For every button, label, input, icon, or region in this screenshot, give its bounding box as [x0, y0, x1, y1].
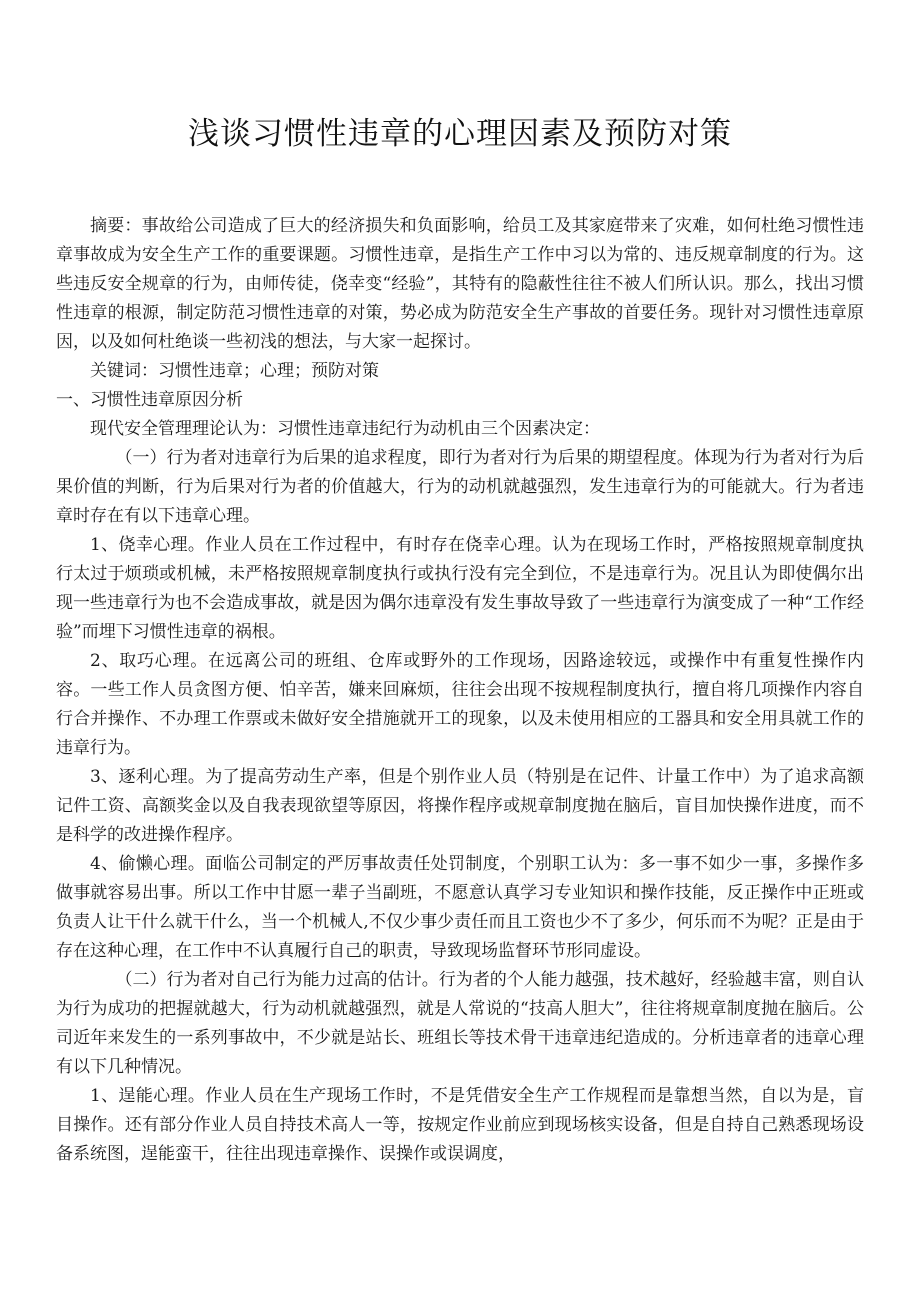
- section-heading: 一、习惯性违章原因分析: [56, 390, 243, 410]
- subsection-paragraph: （二）行为者对自己行为能力过高的估计。行为者的个人能力越强，技术越好，经验越丰富，则自认为行为成功的把握就越大，行为动机就越强烈，就是人常说的“技高人胆大”，往往将规章制度抛在脑后。公司近年来发生的一系列事故中，不少就是站长、班组长等技术骨干违章违纪造成的。分析违章者的违章心理有以下几种情况。: [56, 970, 864, 1077]
- body-paragraph: 1、逞能心理。作业人员在生产现场工作时，不是凭借安全生产工作规程而是靠想当然，自以为是，盲目操作。还有部分作业人员自持技术高人一等，按规定作业前应到现场核实设备，但是自持自己熟悉现场设备系统图，逞能蛮干，往往出现违章操作、误操作或误调度，: [56, 1086, 864, 1164]
- document-title: 浅谈习惯性违章的心理因素及预防对策: [188, 116, 732, 152]
- body-paragraph: 1、侥幸心理。作业人员在工作过程中，有时存在侥幸心理。认为在现场工作时，严格按照规章制度执行太过于烦琐或机械，未严格按照规章制度执行或执行没有完全到位，不是违章行为。况且认为即使偶尔出现一些违章行为也不会造成事故，就是因为偶尔违章没有发生事故导致了一些违章行为演变成了一种“工作经验”而埋下习惯性违章的祸根。: [56, 535, 864, 642]
- body-paragraph: 2、取巧心理。在远离公司的班组、仓库或野外的工作现场，因路途较远，或操作中有重复性操作内容。一些工作人员贪图方便、怕辛苦，嫌来回麻烦，往往会出现不按规程制度执行，擅自将几项操作内容自行合并操作、不办理工作票或未做好安全措施就开工的现象，以及未使用相应的工器具和安全用具就工作的违章行为。: [56, 651, 864, 758]
- body-paragraph: 4、偷懒心理。面临公司制定的严厉事故责任处罚制度，个别职工认为：多一事不如少一事，多操作多做事就容易出事。所以工作中甘愿一辈子当副班，不愿意认真学习专业知识和操作技能，反正操作中正班或负责人让干什么就干什么，当一个机械人,不仅少事少责任而且工资也少不了多少，何乐而不为呢？正是由于存在这种心理，在工作中不认真履行自己的职责，导致现场监督环节形同虚设。: [56, 854, 864, 961]
- abstract-paragraph: 摘要：事故给公司造成了巨大的经济损失和负面影响，给员工及其家庭带来了灾难，如何杜绝习惯性违章事故成为安全生产工作的重要课题。习惯性违章，是指生产工作中习以为常的、违反规章制度的行为。这些违反安全规章的行为，由师传徒，侥幸变“经验”，其特有的隐蔽性往往不被人们所认识。那么，找出习惯性违章的根源，制定防范习惯性违章的对策，势必成为防范安全生产事故的首要任务。现针对习惯性违章原因，以及如何杜绝谈一些初浅的想法，与大家一起探讨。: [56, 216, 864, 352]
- body-paragraph: 3、逐利心理。为了提高劳动生产率，但是个别作业人员（特别是在记件、计量工作中）为了追求高额记件工资、高额奖金以及自我表现欲望等原因，将操作程序或规章制度抛在脑后，盲目加快操作进度，而不是科学的改进操作程序。: [56, 767, 864, 845]
- document-body: [56, 212, 864, 1169]
- keywords-paragraph: 关键词：习惯性违章；心理；预防对策: [90, 361, 379, 381]
- subsection-paragraph: （一）行为者对违章行为后果的追求程度，即行为者对行为后果的期望程度。体现为行为者对行为后果价值的判断，行为后果对行为者的价值越大，行为的动机就越强烈，发生违章行为的可能就大。行为者违章时存在有以下违章心理。: [56, 448, 864, 526]
- body-paragraph: 现代安全管理理论认为：习惯性违章违纪行为动机由三个因素决定：: [90, 419, 600, 439]
